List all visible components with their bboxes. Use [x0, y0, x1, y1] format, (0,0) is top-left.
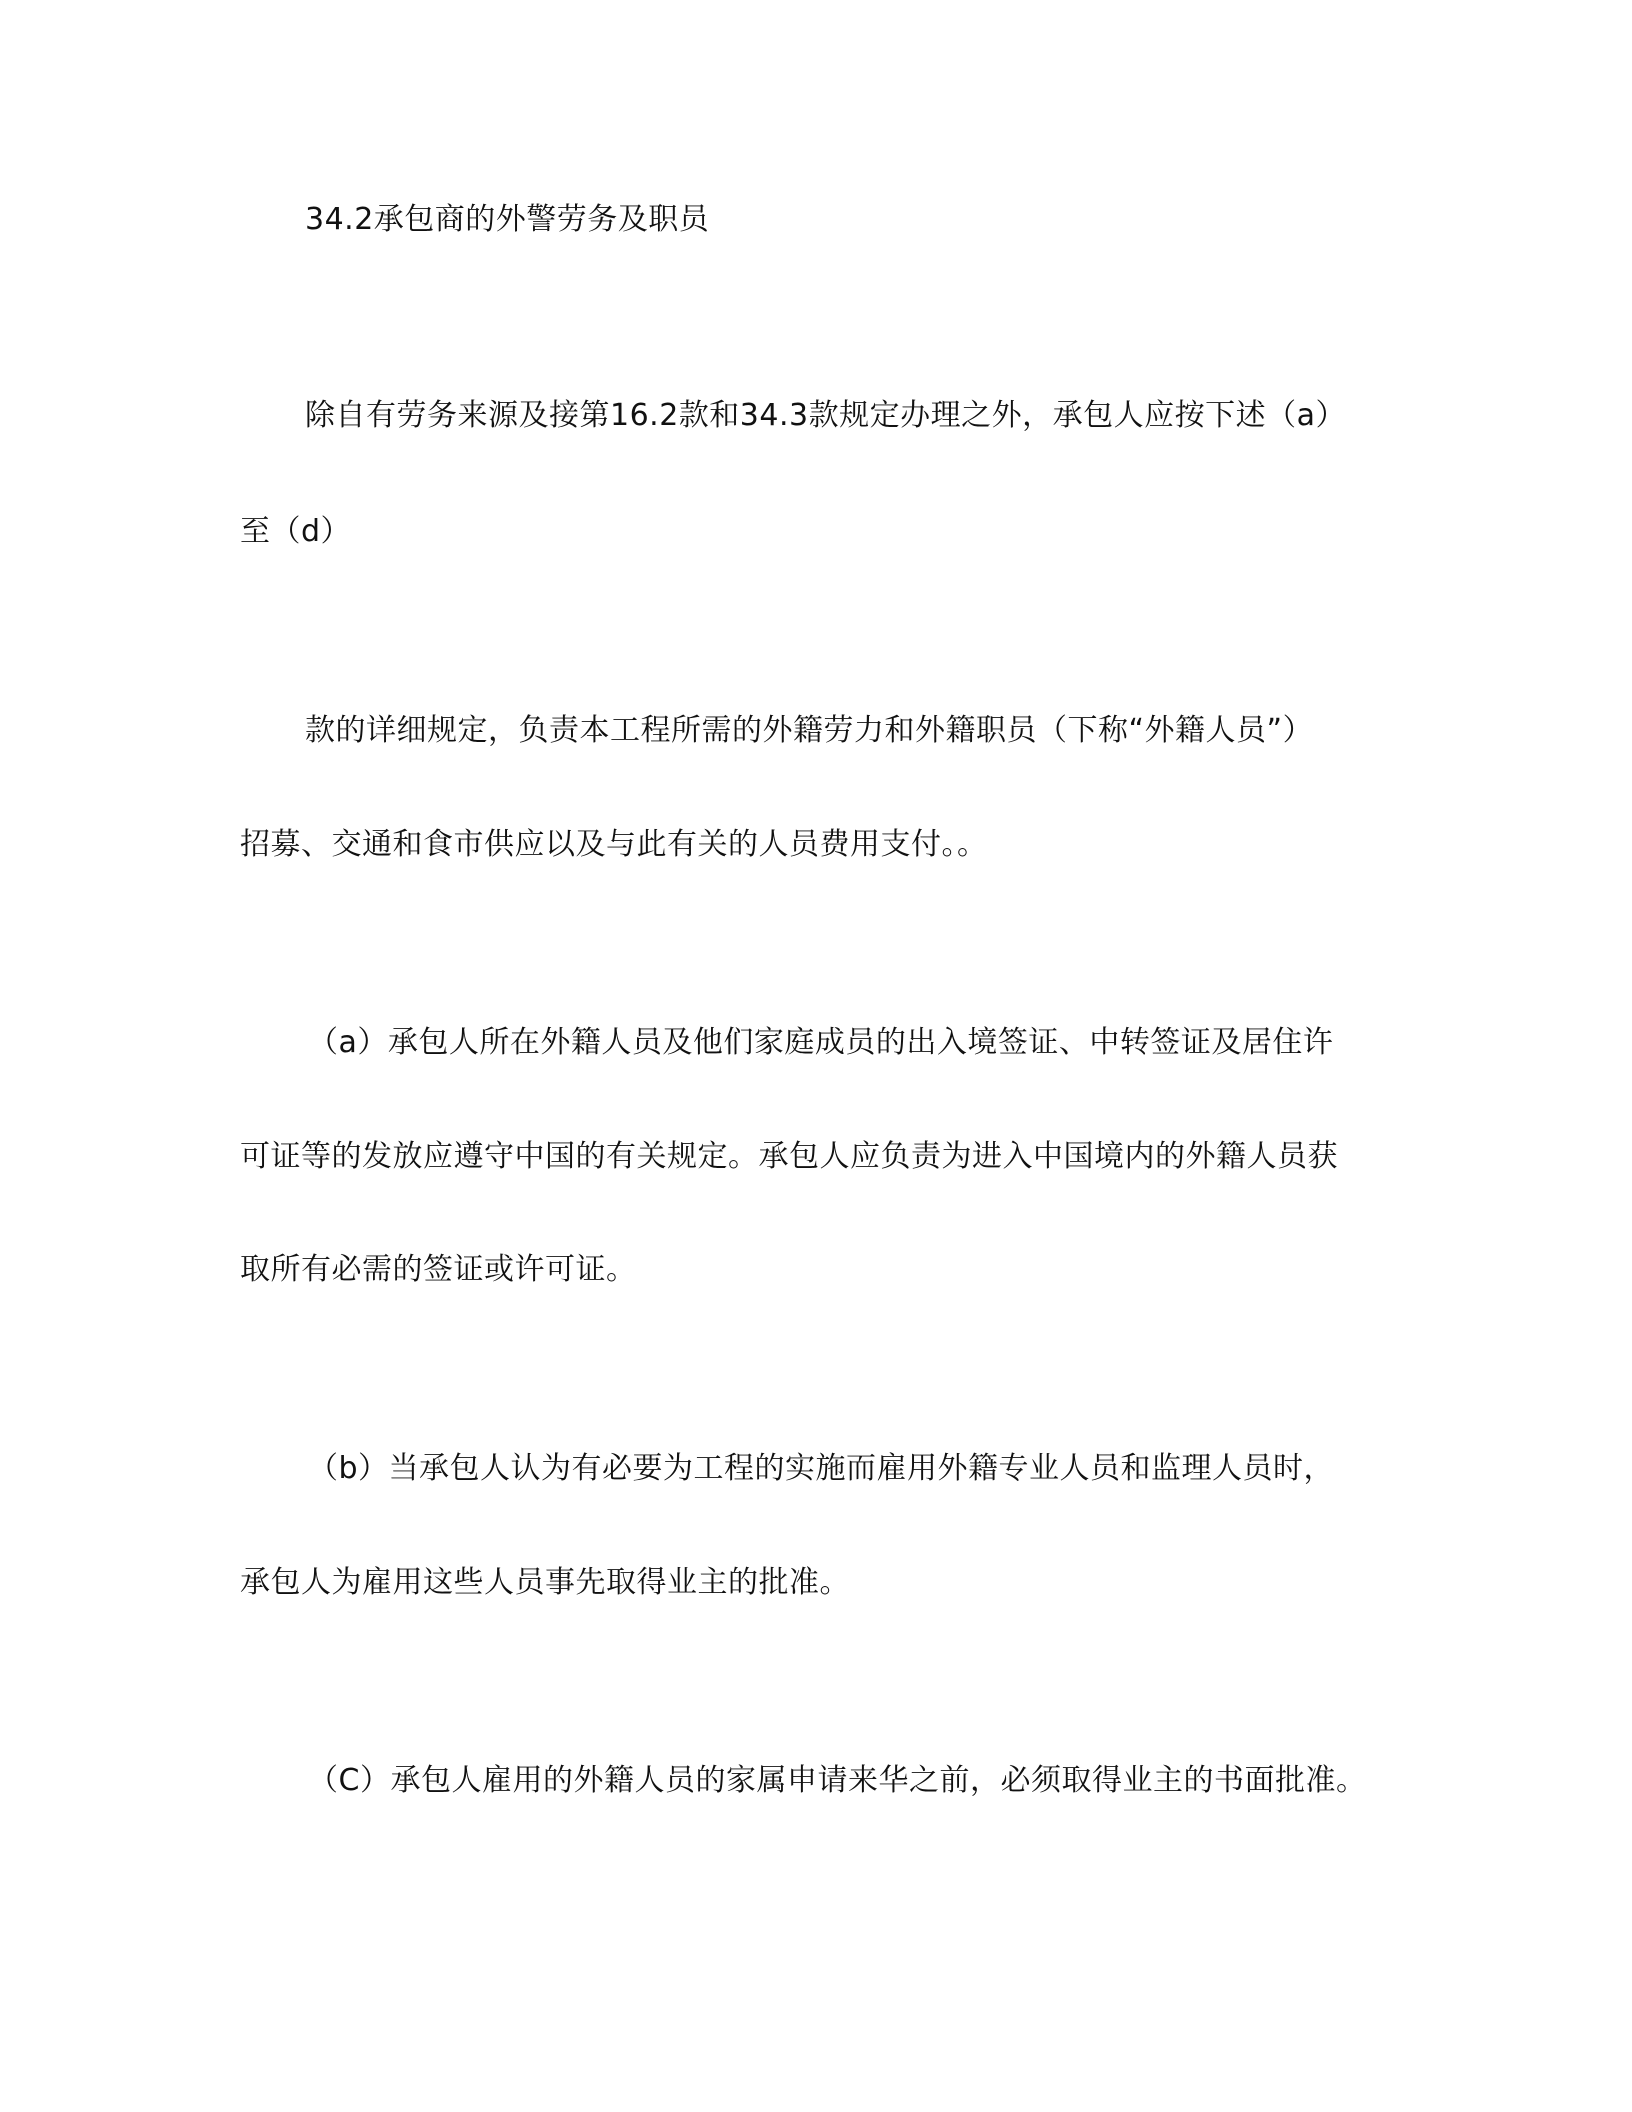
paragraph-line: 款的详细规定，负责本工程所需的外籍劳力和外籍职员（下称“外籍人员”） — [305, 713, 1314, 748]
section-heading: 34.2承包商的外警劳务及职员 — [305, 202, 710, 237]
clause-c-line: （C）承包人雇用的外籍人员的家属申请来华之前，必须取得业主的书面批准。 — [308, 1763, 1367, 1798]
paragraph-line: 除自有劳务来源及接第16.2款和34.3款规定办理之外，承包人应按下述（a） — [305, 398, 1346, 433]
clause-a-line: （a）承包人所在外籍人员及他们家庭成员的出入境签证、中转签证及居住许 — [308, 1025, 1334, 1060]
clause-b-line: （b）当承包人认为有必要为工程的实施而雇用外籍专业人员和监理人员时， — [308, 1451, 1335, 1486]
clause-a-line: 可证等的发放应遵守中国的有关规定。承包人应负责为进入中国境内的外籍人员获 — [240, 1139, 1338, 1174]
clause-b-line: 承包人为雇用这些人员事先取得业主的批准。 — [240, 1565, 850, 1600]
clause-a-line: 取所有必需的签证或许可证。 — [240, 1252, 637, 1287]
paragraph-line: 招募、交通和食市供应以及与此有关的人员费用支付。。 — [240, 827, 988, 862]
paragraph-line: 至（d） — [240, 514, 352, 549]
